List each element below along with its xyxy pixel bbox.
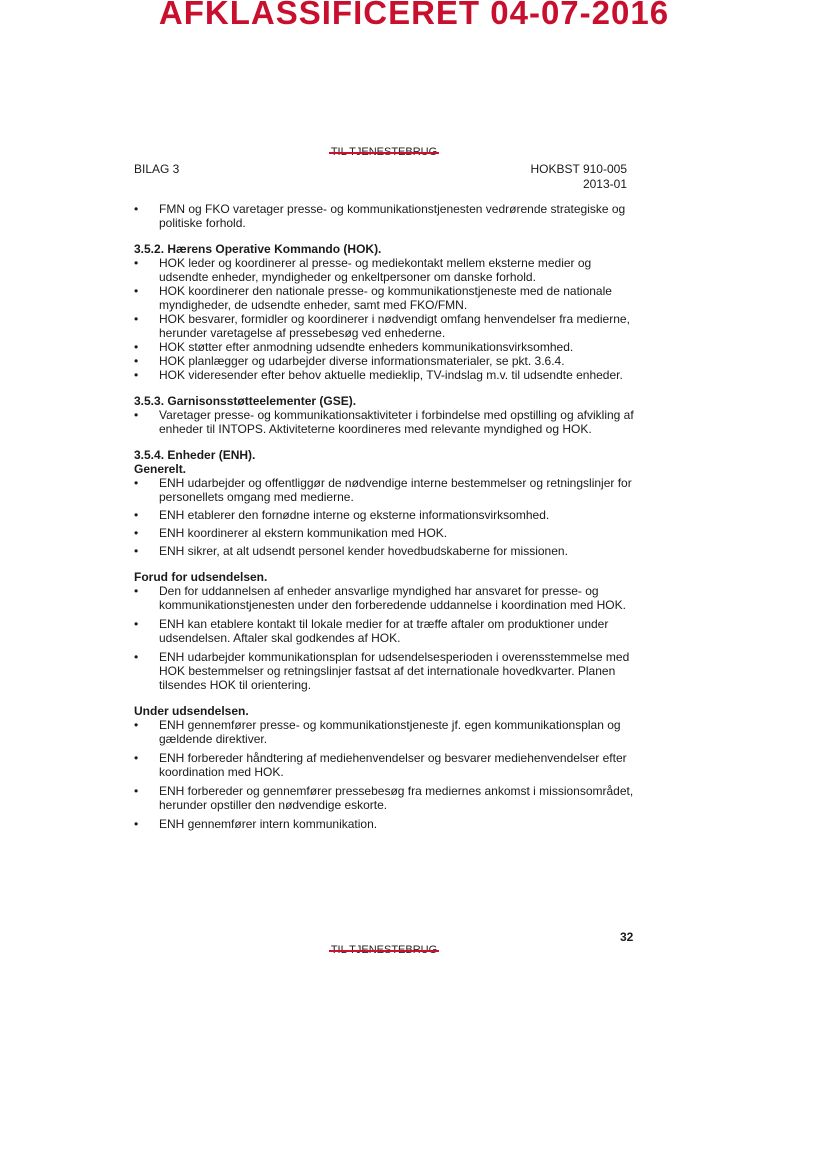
list-item: • ENH udarbejder og offentliggør de nødvendige interne bestemmelser og retningslinjer for personellets omgang med medierne. (134, 476, 634, 504)
list-item: • ENH udarbejder kommunikationsplan for udsendelsesperioden i overensstemmelse med HOK bestemmelser og retningslinjer fastsat af det internationale hovedkvarter. Planen tilsendes HOK til orientering. (134, 650, 634, 692)
list-item: • Den for uddannelsen af enheder ansvarlige myndighed har ansvaret for presse- og kommunikationstjenesten under den forberedende uddannelse i koordination med HOK. (134, 584, 634, 612)
gse-list (134, 408, 634, 436)
document-reference (531, 162, 628, 192)
intro-list (134, 202, 634, 230)
list-item: • HOK støtter efter anmodning udsendte enheders kommunikationsvirksomhed. (134, 340, 634, 354)
list-item: • HOK koordinerer den nationale presse- og kommunikationstjeneste med de nationale myndigheder, de udsendte enheder, samt med FKO/FMN. (134, 284, 634, 312)
subsection-title-under: Under udsendelsen. (134, 704, 249, 718)
under-list (134, 718, 634, 831)
list-item: • ENH forbereder håndtering af mediehenvendelser og besvarer mediehenvendelser efter koordination med HOK. (134, 751, 634, 779)
section-title-gse: 3.5.3. Garnisonsstøtteelementer (GSE). (134, 394, 357, 408)
list-item: • ENH kan etablere kontakt til lokale medier for at træffe aftaler om produktioner under udsendelsen. Aftaler skal godkendes af HOK. (134, 617, 634, 645)
list-item: • ENH gennemfører intern kommunikation. (134, 817, 634, 831)
document-number: HOKBST 910-005 (530, 162, 627, 176)
classification-marking-top: TIL TJENESTEBRUG (330, 146, 438, 158)
section-title-hok: 3.5.2. Hærens Operative Kommando (HOK). (134, 242, 382, 256)
subsection-title-generelt: Generelt. (134, 462, 187, 476)
list-item: • ENH koordinerer al ekstern kommunikation med HOK. (134, 526, 634, 540)
section-title-enh: 3.5.4. Enheder (ENH). (134, 448, 256, 462)
document-date: 2013-01 (582, 177, 627, 191)
list-item: • FMN og FKO varetager presse- og kommunikationstjenesten vedrørende strategiske og politiske forhold. (134, 202, 634, 230)
annex-label: BILAG 3 (134, 162, 180, 176)
list-item: • HOK leder og koordinerer al presse- og mediekontakt mellem eksterne medier og udsendte enheder, myndigheder og enkeltpersoner om danske forhold. (134, 256, 634, 284)
classification-marking-bottom: TIL TJENESTEBRUG (330, 944, 438, 956)
page-number: 32 (620, 930, 634, 944)
list-item: • ENH gennemfører presse- og kommunikationstjeneste jf. egen kommunikationsplan og gældende direktiver. (134, 718, 634, 746)
hok-list (134, 256, 634, 382)
list-item: • HOK planlægger og udarbejder diverse informationsmaterialer, se pkt. 3.6.4. (134, 354, 634, 368)
list-item: • HOK besvarer, formidler og koordinerer i nødvendigt omfang henvendelser fra medierne, herunder varetagelse af pressebesøg ved enhederne. (134, 312, 634, 340)
list-item: • ENH sikrer, at alt udsendt personel kender hovedbudskaberne for missionen. (134, 544, 634, 558)
list-item: • ENH forbereder og gennemfører pressebesøg fra mediernes ankomst i missionsområdet, herunder opstiller den nødvendige eskorte. (134, 784, 634, 812)
list-item: • HOK videresender efter behov aktuelle medieklip, TV-indslag m.v. til udsendte enheder. (134, 368, 634, 382)
list-item: • Varetager presse- og kommunikationsaktiviteter i forbindelse med opstilling og afvikling af enheder til INTOPS. Aktiviteterne koordineres med relevante myndighed og HOK. (134, 408, 634, 436)
generelt-list (134, 476, 634, 558)
declassified-stamp: AFKLASSIFICERET 04-07-2016 (158, 0, 670, 31)
forud-list (134, 584, 634, 692)
subsection-title-forud: Forud for udsendelsen. (134, 570, 268, 584)
list-item: • ENH etablerer den fornødne interne og eksterne informationsvirksomhed. (134, 508, 634, 522)
page-body (134, 202, 634, 831)
